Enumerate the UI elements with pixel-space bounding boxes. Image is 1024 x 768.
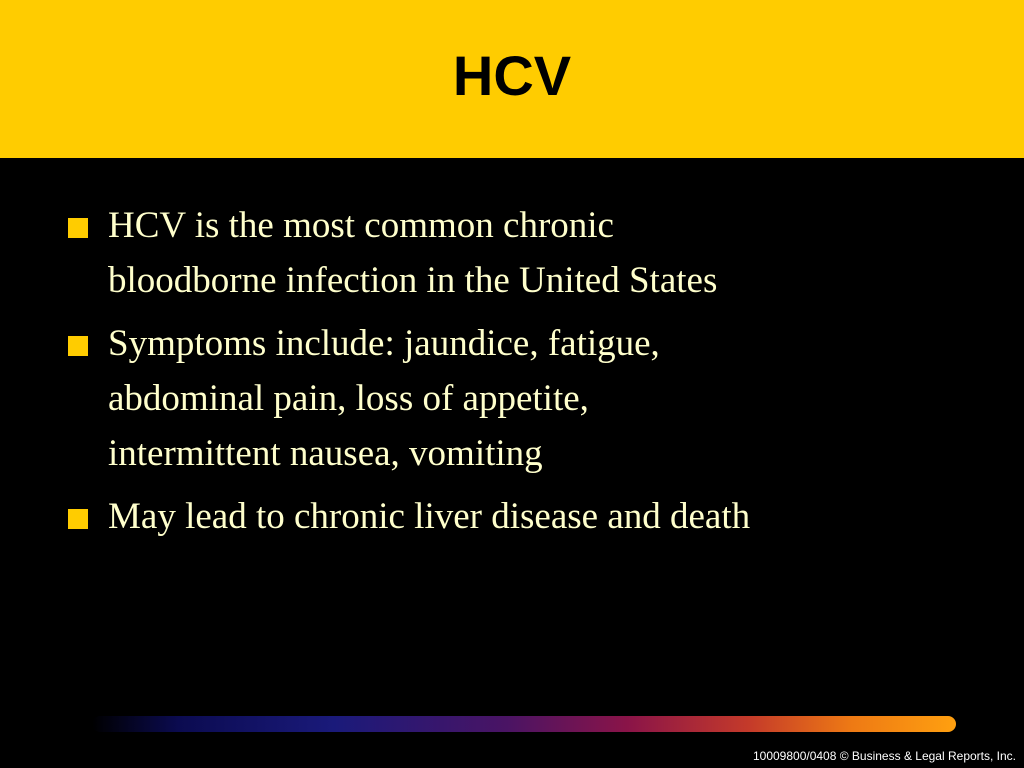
bullet-text-line: HCV is the most common chronic xyxy=(108,205,614,246)
bullet-item xyxy=(0,316,1024,481)
slide-title: HCV xyxy=(452,44,572,107)
footer-copyright: 10009800/0408 © Business & Legal Reports, Inc. xyxy=(752,749,1016,763)
bullet-text-line: intermittent nausea, vomiting xyxy=(108,433,543,474)
bullet-text-line: bloodborne infection in the United States xyxy=(108,260,718,301)
bullet-list xyxy=(0,198,1024,552)
square-bullet-icon xyxy=(68,218,88,238)
bullet-item xyxy=(0,489,1024,544)
bullet-text-line: May lead to chronic liver disease and death xyxy=(108,496,751,537)
bullet-item xyxy=(0,198,1024,308)
bullet-text-line: abdominal pain, loss of appetite, xyxy=(108,378,589,419)
gradient-accent-bar xyxy=(92,716,956,732)
square-bullet-icon xyxy=(68,336,88,356)
bullet-text-line: Symptoms include: jaundice, fatigue, xyxy=(108,323,660,364)
square-bullet-icon xyxy=(68,509,88,529)
